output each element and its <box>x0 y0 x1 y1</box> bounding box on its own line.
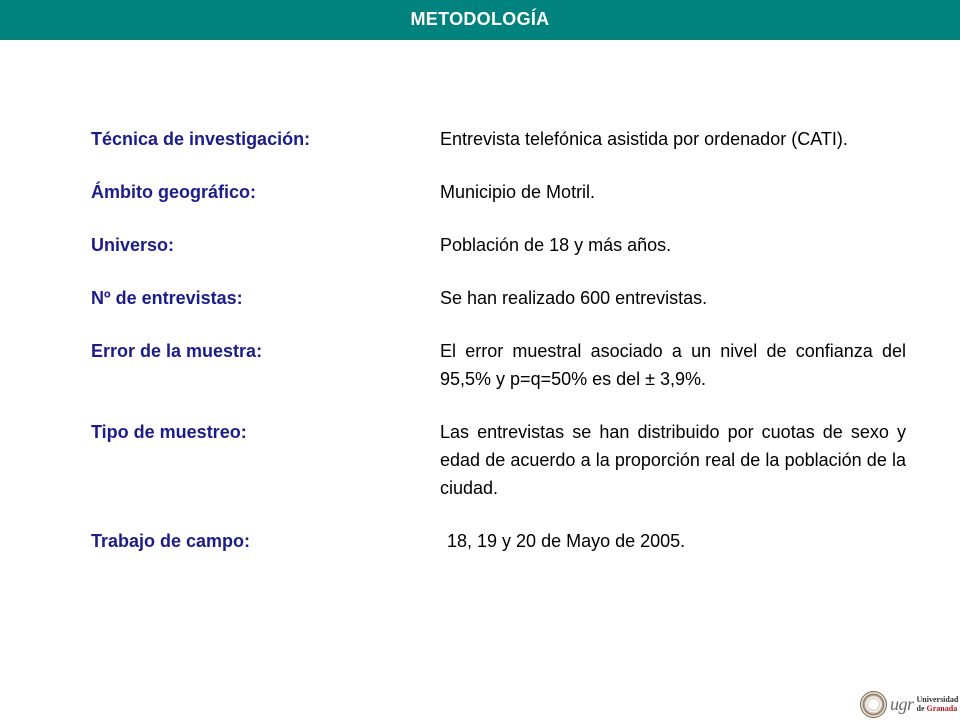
row-value: El error muestral asociado a un nivel de confianza del 95,5% y p=q=50% es del ± 3,9%. <box>440 341 906 389</box>
row-label: Nº de entrevistas: <box>91 288 243 308</box>
row-label: Universo: <box>91 235 175 255</box>
row-label: Trabajo de campo: <box>91 531 251 551</box>
row-tecnica <box>91 125 906 153</box>
methodology-list <box>91 125 906 580</box>
logo-city: Granada <box>926 704 958 713</box>
row-value: 18, 19 y 20 de Mayo de 2005. <box>447 531 686 551</box>
logo-line-universidad: Universidad <box>916 695 959 704</box>
university-logo <box>860 688 960 720</box>
row-value: Entrevista telefónica asistida por ordenador (CATI). <box>440 129 848 149</box>
row-entrevistas <box>91 284 906 312</box>
row-error <box>91 337 906 393</box>
university-seal-icon <box>860 691 887 718</box>
logo-wordmark <box>917 695 959 713</box>
logo-de: de <box>916 704 925 713</box>
row-label: Ámbito geográfico: <box>91 182 256 202</box>
row-universo <box>91 231 906 259</box>
row-label: Tipo de muestreo: <box>91 422 247 442</box>
row-label: Técnica de investigación: <box>91 129 311 149</box>
logo-line-granada <box>917 704 959 713</box>
row-muestreo <box>91 418 906 502</box>
page-title: METODOLOGÍA <box>410 9 550 29</box>
header-bar <box>0 0 960 40</box>
row-campo <box>91 527 906 555</box>
row-value: Las entrevistas se han distribuido por cuotas de sexo y edad de acuerdo a la proporción real de la población de la ciudad. <box>440 422 906 498</box>
logo-mark: ugr <box>890 693 914 714</box>
row-value: Municipio de Motril. <box>440 182 596 202</box>
row-ambito <box>91 178 906 206</box>
row-value: Población de 18 y más años. <box>440 235 672 255</box>
row-label: Error de la muestra: <box>91 341 263 361</box>
row-value: Se han realizado 600 entrevistas. <box>440 288 708 308</box>
